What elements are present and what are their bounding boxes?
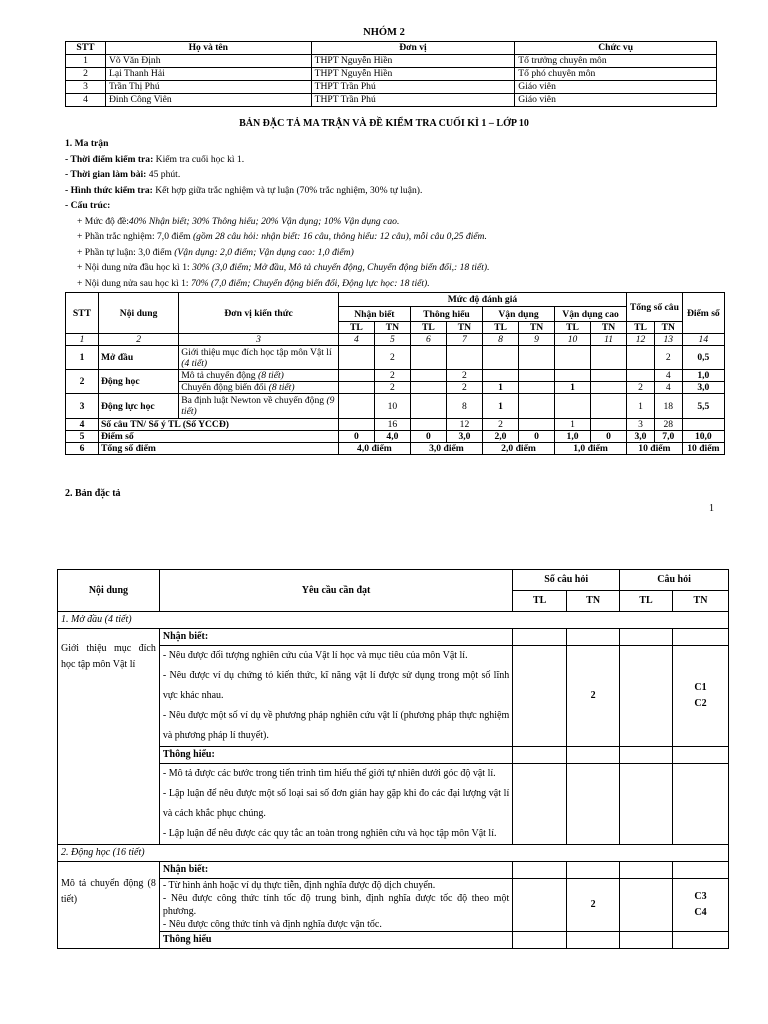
matrix-info (65, 136, 725, 291)
matrix-header-score: Điểm số (682, 293, 724, 334)
spec-section-row (58, 612, 729, 629)
matrix-cell: 4,0 (374, 431, 410, 443)
tn-label: TN (673, 591, 729, 612)
spec-header-row (58, 570, 729, 591)
tl-label: TL (410, 322, 446, 334)
column-number: 10 (555, 334, 591, 346)
spec-question-ids (673, 646, 729, 747)
tl-label: TL (338, 322, 374, 334)
matrix-cell: 1,0 (555, 431, 591, 443)
spec-header-requirement: Yêu cầu cần đạt (159, 570, 512, 612)
spec-requirement: - Nêu được ví dụ chứng tỏ kiến thức, kĩ năng vật lí được sử dụng trong một số lĩnh vực khác nhau. (162, 670, 510, 701)
matrix-unit-periods: (9 tiết) (181, 395, 335, 417)
matrix-content: Mở đầu (98, 346, 178, 370)
team-header-unit: Đơn vị (311, 42, 515, 55)
info-format-value: Kết hợp giữa trắc nghiệm và tự luận (70% trắc nghiệm, 30% tự luận). (152, 184, 423, 196)
matrix-summary-label: Điểm số (98, 431, 338, 443)
team-row (66, 94, 717, 107)
matrix-cell: 2 (446, 370, 482, 382)
matrix-score: 0,5 (682, 346, 724, 370)
matrix-summary-label: Tổng số điểm (98, 443, 338, 455)
team-name: Đinh Công Viên (105, 94, 311, 107)
spec-question-id: C2 (694, 698, 707, 709)
team-name: Lại Thanh Hải (105, 68, 311, 81)
tn-label: TN (567, 591, 620, 612)
spec-section-title: 2. Động học (16 tiết) (58, 845, 729, 862)
matrix-cell: 0 (410, 431, 446, 443)
team-header-row (66, 42, 717, 55)
matrix-cell: 3 (627, 419, 655, 431)
spec-requirement: - Từ hình ảnh hoặc ví dụ thực tiễn, định nghĩa được độ dịch chuyển. (162, 880, 436, 891)
info-time-label: - Thời điểm kiểm tra: (65, 153, 154, 165)
tn-label: TN (374, 322, 410, 334)
matrix-cell: 10,0 (682, 431, 724, 443)
spec-question-id: C4 (694, 907, 707, 918)
spec-count-tn: 2 (567, 646, 620, 747)
matrix-level-recognize: Nhận biết (338, 307, 410, 322)
spec-requirement: - Nêu được công thức tính tốc độ trung bình, định nghĩa được tốc độ theo một phương. (162, 893, 510, 917)
team-stt: 2 (66, 68, 106, 81)
spec-question-ids (673, 879, 729, 932)
team-role: Giáo viên (515, 81, 717, 94)
team-unit: THPT Nguyễn Hiền (311, 55, 515, 68)
column-number: 8 (482, 334, 518, 346)
matrix-cell: 2 (374, 382, 410, 394)
matrix-stt: 3 (66, 394, 99, 419)
matrix-cell: 2,0 (482, 431, 518, 443)
matrix-header-content: Nội dung (98, 293, 178, 334)
matrix-cell: 8 (446, 394, 482, 419)
matrix-level-apply-high: Vận dụng cao (555, 307, 627, 322)
spec-question-id: C3 (694, 891, 707, 902)
column-number: 3 (179, 334, 339, 346)
section-heading-spec: 2. Bản đặc tả (65, 488, 121, 499)
matrix-cell: 1,0 điểm (555, 443, 627, 455)
team-row (66, 68, 717, 81)
structure-item-prefix: + Nội dung nửa đầu học kì 1: (77, 262, 193, 273)
matrix-score: 3,0 (682, 382, 724, 394)
team-role: Giáo viên (515, 94, 717, 107)
structure-item-detail: (Vận dụng: 2,0 điểm; Vận dụng cao: 1,0 điểm) (174, 246, 354, 258)
matrix-cell: 3,0 (627, 431, 655, 443)
matrix-cell: 3,0 (446, 431, 482, 443)
matrix-cell: 1 (555, 419, 591, 431)
tn-label: TN (519, 322, 555, 334)
matrix-cell: 16 (374, 419, 410, 431)
matrix-score: 5,5 (682, 394, 724, 419)
column-number: 11 (591, 334, 627, 346)
tl-label: TL (513, 591, 567, 612)
structure-item (65, 229, 725, 245)
spec-requirement: - Nêu được công thức tính và định nghĩa được vận tốc. (162, 919, 382, 930)
matrix-score: 1,0 (682, 370, 724, 382)
matrix-stt: 1 (66, 346, 99, 370)
matrix-header-level: Mức độ đánh giá (338, 293, 626, 307)
matrix-stt: 6 (66, 443, 99, 455)
matrix-cell: 1 (482, 382, 518, 394)
matrix-cell: 1 (627, 394, 655, 419)
spec-requirement: - Nêu được đối tượng nghiên cứu của Vật lí học và mục tiêu của môn Vật lí. (162, 650, 468, 661)
matrix-cell: 0 (519, 431, 555, 443)
matrix-row-count (66, 419, 725, 431)
matrix-level-understand: Thông hiểu (410, 307, 482, 322)
team-role: Tổ phó chuyên môn (515, 68, 717, 81)
matrix-row-intro (66, 346, 725, 370)
matrix-level-apply: Vận dụng (482, 307, 554, 322)
matrix-unit-name: Giới thiệu mục đích học tập môn Vật lí (181, 346, 332, 358)
tn-label: TN (654, 322, 682, 334)
tl-label: TL (555, 322, 591, 334)
matrix-cell: 12 (446, 419, 482, 431)
info-duration-label: - Thời gian làm bài: (65, 169, 147, 180)
document-title: BẢN ĐẶC TẢ MA TRẬN VÀ ĐỀ KIỂM TRA CUỐI KÌ 1 – LỚP 10 (239, 118, 529, 129)
team-header-name: Họ và tên (105, 42, 311, 55)
matrix-unit-periods: (8 tiết) (258, 370, 284, 381)
matrix-cell: 2 (654, 346, 682, 370)
spec-requirements (159, 764, 512, 845)
structure-item (65, 245, 725, 261)
team-row (66, 55, 717, 68)
matrix-unit-name: Mô tả chuyển động (181, 370, 256, 381)
structure-item-prefix: + Nội dung nửa sau học kì 1: (77, 277, 191, 289)
matrix-unit (179, 394, 339, 419)
matrix-header-stt: STT (66, 293, 99, 334)
matrix-cell: 3,0 điểm (410, 443, 482, 455)
spec-section-row (58, 845, 729, 862)
matrix-cell: 4,0 điểm (338, 443, 410, 455)
structure-item-prefix: + Phần trắc nghiệm: 7,0 điểm (77, 231, 193, 242)
team-unit: THPT Nguyễn Hiền (311, 68, 515, 81)
spec-requirements (159, 879, 512, 932)
matrix-cell: 2 (374, 346, 410, 370)
team-row (66, 81, 717, 94)
spec-level-row (58, 629, 729, 646)
matrix-header-row (66, 293, 725, 307)
spec-header-count: Số câu hỏi (513, 570, 620, 591)
column-number: 7 (446, 334, 482, 346)
matrix-unit (179, 370, 339, 382)
matrix-unit-periods: (4 tiết) (181, 357, 208, 369)
matrix-row-score (66, 431, 725, 443)
matrix-unit-name: Chuyển động biến đổi (181, 382, 267, 393)
structure-item-prefix: + Mức độ đề: (77, 215, 129, 227)
structure-item-detail: 30% (3,0 điểm; Mở đầu, Mô tả chuyển động, Chuyển động biến đổi,: 18 tiết). (192, 262, 490, 273)
matrix-content: Động học (98, 370, 178, 394)
matrix-summary-label: Số câu TN/ Số ý TL (Số YCCĐ) (98, 419, 338, 431)
spec-count-tn: 2 (567, 879, 620, 932)
spec-requirement: - Lập luận để nêu được một số loại sai số đơn giản hay gặp khi đo các đại lượng vật lí và cách khắc phục chúng. (162, 788, 510, 819)
team-stt: 4 (66, 94, 106, 107)
structure-item (65, 214, 725, 230)
matrix-cell: 10 điểm (627, 443, 683, 455)
matrix-cell: 18 (654, 394, 682, 419)
matrix-unit-name: Ba định luật Newton về chuyển động (181, 395, 325, 406)
matrix-stt: 2 (66, 370, 99, 394)
matrix-cell: 0 (338, 431, 374, 443)
column-number: 4 (338, 334, 374, 346)
matrix-cell: 4 (654, 370, 682, 382)
matrix-row-total (66, 443, 725, 455)
team-header-stt: STT (66, 42, 106, 55)
structure-item (65, 276, 725, 292)
matrix-numbering-row (66, 334, 725, 346)
info-time-value: Kiểm tra cuối học kì 1. (153, 153, 245, 165)
matrix-cell: 4 (654, 382, 682, 394)
spec-section-title: 1. Mở đầu (4 tiết) (58, 612, 729, 629)
matrix-header-total: Tổng số câu (627, 293, 683, 322)
matrix-cell: 1 (482, 394, 518, 419)
team-stt: 3 (66, 81, 106, 94)
matrix-cell: 10 điểm (682, 443, 724, 455)
structure-item-detail: 70% (7,0 điểm; Chuyển động biến đổi, Động lực học: 18 tiết). (191, 277, 430, 289)
team-header-role: Chức vụ (515, 42, 717, 55)
column-number: 2 (98, 334, 178, 346)
matrix-stt: 5 (66, 431, 99, 443)
team-name: Võ Văn Định (105, 55, 311, 68)
team-unit: THPT Trần Phú (311, 81, 515, 94)
matrix-cell: 0 (591, 431, 627, 443)
matrix-cell: 2,0 điểm (482, 443, 554, 455)
spec-level-label: Nhận biết: (159, 862, 512, 879)
matrix-header-unit: Đơn vị kiến thức (179, 293, 339, 334)
spec-question-id: C1 (694, 682, 707, 693)
structure-item-prefix: + Phần tự luận: 3,0 điểm (77, 246, 175, 258)
matrix-content: Động lực học (98, 394, 178, 419)
spec-level-row (58, 862, 729, 879)
spec-header-content: Nội dung (58, 570, 160, 612)
team-name: Trần Thị Phú (105, 81, 311, 94)
matrix-cell: 28 (654, 419, 682, 431)
info-format-label: - Hình thức kiểm tra: (65, 184, 153, 196)
tl-label: TL (482, 322, 518, 334)
team-stt: 1 (66, 55, 106, 68)
column-number: 6 (410, 334, 446, 346)
spec-unit: Giới thiệu mục đích học tập môn Vật lí (58, 629, 160, 845)
structure-item (65, 260, 725, 276)
matrix-row-kinematics-a (66, 370, 725, 382)
matrix-unit (179, 346, 339, 370)
structure-item-detail: 40% Nhận biết; 30% Thông hiểu; 20% Vận dụng; 10% Vận dụng cao. (128, 215, 400, 227)
matrix-table (65, 292, 725, 455)
tl-label: TL (620, 591, 673, 612)
spec-level-label: Nhận biết: (159, 629, 512, 646)
spec-requirement: - Lập luận để nêu được các quy tắc an toàn trong nghiên cứu và học tập môn Vật lí. (162, 828, 497, 839)
tn-label: TN (446, 322, 482, 334)
spec-requirements (159, 646, 512, 747)
info-time (65, 152, 725, 168)
page-number: 1 (709, 503, 714, 514)
info-format (65, 183, 725, 199)
matrix-cell: 2 (627, 382, 655, 394)
tl-label: TL (627, 322, 655, 334)
matrix-cell: 1 (555, 382, 591, 394)
spec-table (57, 569, 729, 949)
team-title: NHÓM 2 (363, 27, 405, 38)
section-heading-matrix: 1. Ma trận (65, 138, 109, 149)
column-number: 13 (654, 334, 682, 346)
column-number: 1 (66, 334, 99, 346)
spec-level-label: Thông hiểu (159, 932, 512, 949)
matrix-unit-periods: (8 tiết) (268, 382, 295, 393)
tn-label: TN (591, 322, 627, 334)
column-number: 14 (682, 334, 724, 346)
matrix-unit (179, 382, 339, 394)
structure-item-detail: (gồm 28 câu hỏi: nhận biết: 16 câu, thông hiểu: 12 câu), mỗi câu 0,25 điểm. (192, 231, 487, 242)
matrix-cell: 7,0 (654, 431, 682, 443)
matrix-row-dynamics (66, 394, 725, 419)
spec-requirement: - Mô tả được các bước trong tiến trình tìm hiểu thế giới tự nhiên dưới góc độ vật lí. (162, 768, 496, 779)
column-number: 5 (374, 334, 410, 346)
team-role: Tổ trưởng chuyên môn (515, 55, 717, 68)
column-number: 9 (519, 334, 555, 346)
matrix-cell: 2 (374, 370, 410, 382)
matrix-stt: 4 (66, 419, 99, 431)
info-duration-value: 45 phút. (146, 169, 181, 180)
spec-header-question: Câu hỏi (620, 570, 729, 591)
matrix-cell: 2 (446, 382, 482, 394)
matrix-cell: 2 (482, 419, 518, 431)
spec-requirement: - Nêu được một số ví dụ về phương pháp nghiên cứu vật lí (phương pháp thực nghiệm và phương pháp lí thuyết). (162, 710, 510, 741)
info-duration (65, 167, 725, 183)
team-unit: THPT Trần Phú (311, 94, 515, 107)
team-table (65, 41, 717, 107)
spec-unit: Mô tả chuyển động (8 tiết) (58, 862, 160, 949)
info-structure-label: - Cấu trúc: (65, 200, 111, 211)
column-number: 12 (627, 334, 655, 346)
matrix-cell: 10 (374, 394, 410, 419)
spec-level-label: Thông hiểu: (159, 747, 512, 764)
